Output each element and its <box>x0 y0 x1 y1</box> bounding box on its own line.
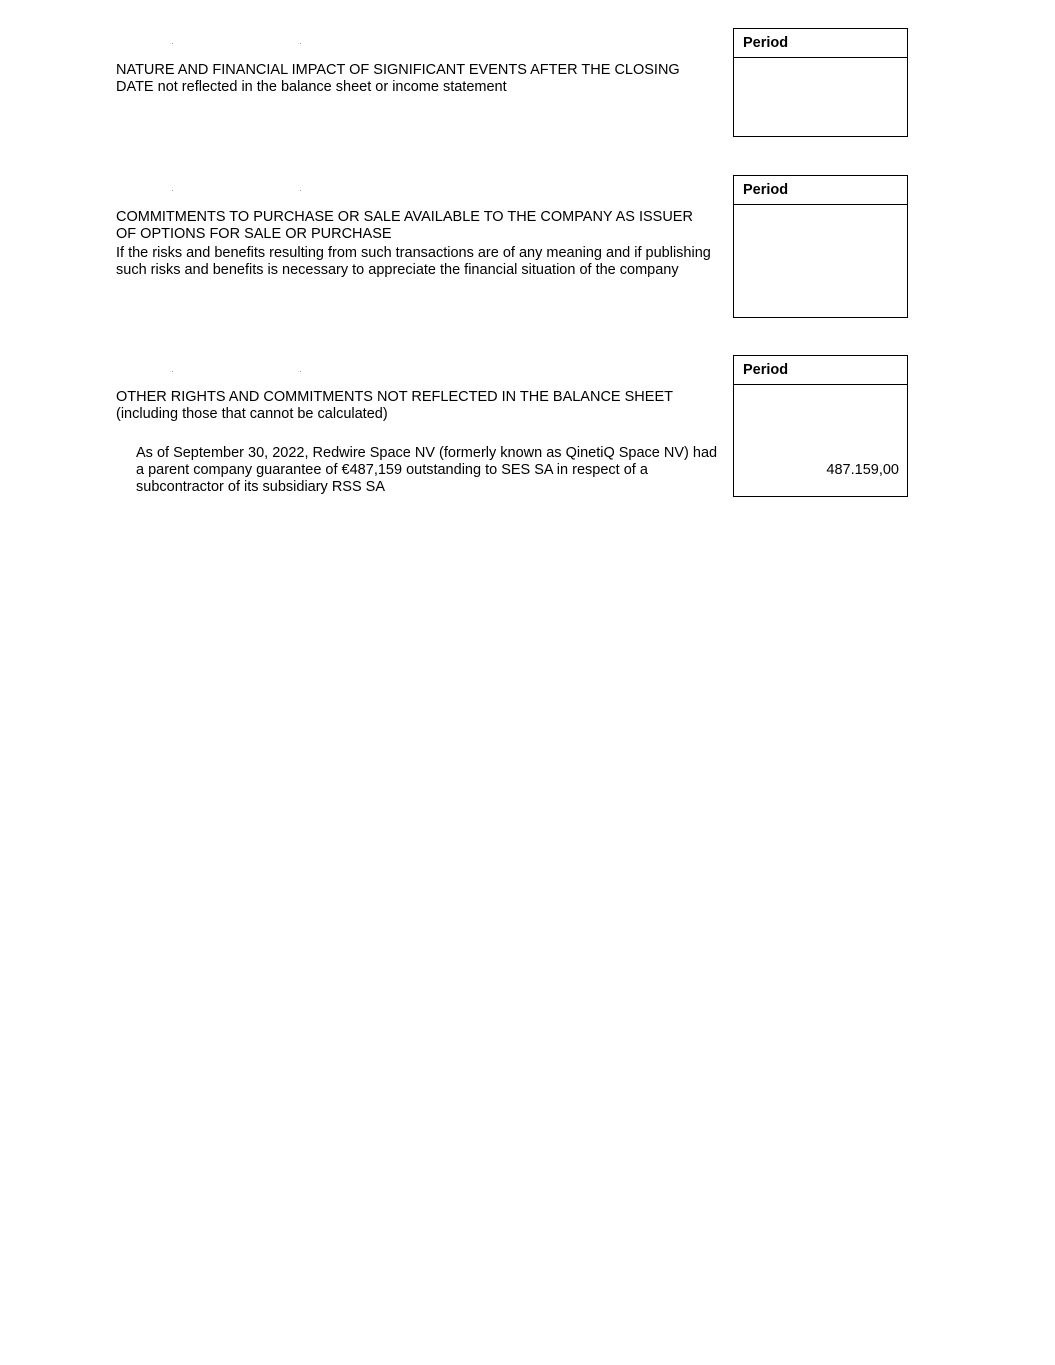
faint-dot <box>300 371 301 372</box>
faint-dot <box>172 43 173 44</box>
faint-dot <box>172 190 173 191</box>
section-note: If the risks and benefits resulting from such transactions are of any meaning and if publishing such risks and benefits is necessary to appreciate the financial situation of the company <box>116 245 711 278</box>
section-title: COMMITMENTS TO PURCHASE OR SALE AVAILABLE TO THE COMPANY AS ISSUER OF OPTIONS FOR SALE OR PURCHASE <box>116 209 693 242</box>
section-title: NATURE AND FINANCIAL IMPACT OF SIGNIFICANT EVENTS AFTER THE CLOSING DATE not reflected in the balance sheet or income statement <box>116 62 680 95</box>
period-column-header: Period <box>734 356 907 385</box>
period-column-box <box>733 28 908 137</box>
guarantee-description: As of September 30, 2022, Redwire Space NV (formerly known as QinetiQ Space NV) had a parent company guarantee of €487,159 outstanding to SES SA in respect of a subcontractor of its subsidiary RSS SA <box>136 445 718 495</box>
faint-dot <box>300 43 301 44</box>
period-column-header: Period <box>734 176 907 205</box>
faint-dot <box>300 190 301 191</box>
section-title: OTHER RIGHTS AND COMMITMENTS NOT REFLECTED IN THE BALANCE SHEET (including those that cannot be calculated) <box>116 389 673 422</box>
guarantee-amount: 487.159,00 <box>826 462 899 478</box>
faint-dot <box>172 371 173 372</box>
period-column-header: Period <box>734 29 907 58</box>
period-column-box <box>733 355 908 497</box>
period-column-box <box>733 175 908 318</box>
